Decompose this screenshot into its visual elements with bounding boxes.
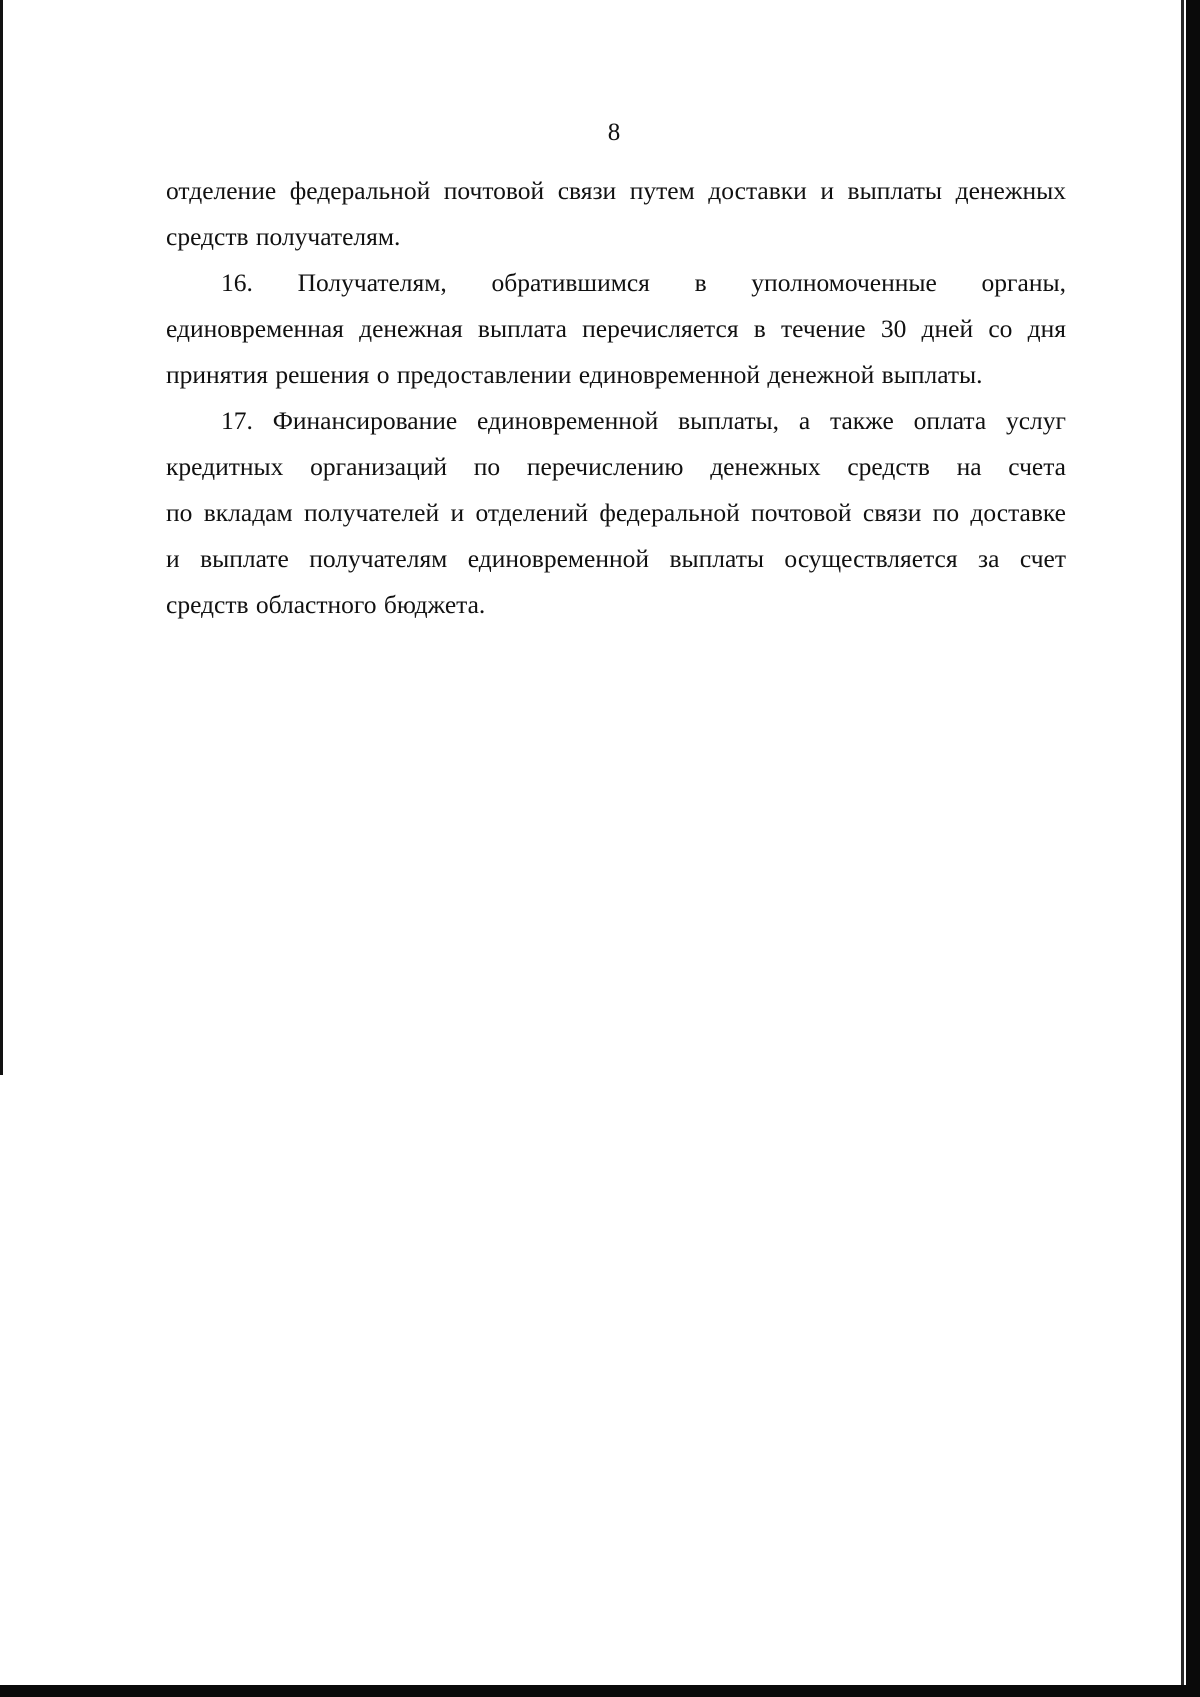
text-line: 16. Получателям, обратившимся в уполномоченные органы, bbox=[221, 268, 1066, 297]
text-line: кредитных организаций по перечислению денежных средств на счета bbox=[166, 452, 1066, 481]
text-line: единовременная денежная выплата перечисляется в течение 30 дней со дня bbox=[166, 314, 1066, 343]
text-line: и выплате получателям единовременной выплаты осуществляется за счет bbox=[166, 544, 1066, 573]
document-body bbox=[166, 168, 1066, 628]
text-line: средств получателям. bbox=[166, 222, 401, 251]
scan-edge-bottom bbox=[0, 1685, 1200, 1697]
paragraph-16 bbox=[166, 260, 1066, 398]
page-number: 8 bbox=[607, 119, 621, 146]
scan-edge-left bbox=[0, 0, 3, 1075]
scan-edge-right bbox=[1186, 0, 1200, 1697]
text-line: 17. Финансирование единовременной выплаты, а также оплата услуг bbox=[221, 406, 1066, 435]
paragraph-17 bbox=[166, 398, 1066, 628]
scan-edge-right-inner bbox=[1181, 0, 1184, 1697]
text-line: средств областного бюджета. bbox=[166, 590, 486, 619]
text-line: отделение федеральной почтовой связи путем доставки и выплаты денежных bbox=[166, 176, 1066, 205]
text-line: принятия решения о предоставлении единовременной денежной выплаты. bbox=[166, 360, 983, 389]
paragraph-continuation bbox=[166, 168, 1066, 260]
text-line: по вкладам получателей и отделений федеральной почтовой связи по доставке bbox=[166, 498, 1066, 527]
